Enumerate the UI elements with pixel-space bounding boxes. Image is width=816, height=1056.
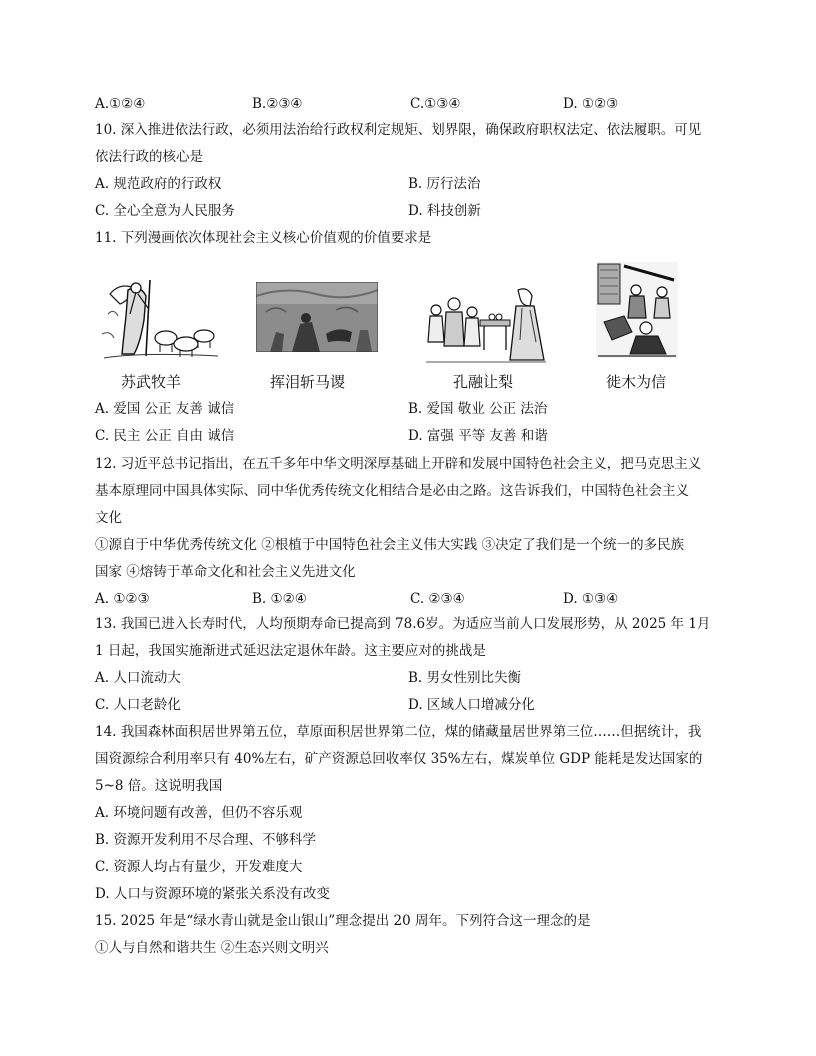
q12-items-line-1: ①源自于中华优秀传统文化 ②根植于中国特色社会主义伟大实践 ③决定了我们是一个统一的多民族 — [95, 537, 685, 553]
q13-option-a: A. 人口流动大 — [95, 670, 181, 686]
cartoon-executing-ma-su — [256, 282, 378, 352]
q14-stem-line-1: 14. 我国森林面积居世界第五位，草原面积居世界第二位，煤的储藏量居世界第三位……但据统计，我 — [95, 724, 702, 740]
q10-option-b: B. 厉行法治 — [408, 176, 481, 192]
caption-ma-su: 挥泪斩马谡 — [270, 373, 346, 391]
q12-stem-line-3: 文化 — [95, 510, 122, 526]
caption-xu-mu: 徙木为信 — [606, 373, 667, 391]
q10-stem-line-1: 10. 深入推进依法行政，必须用法治给行政权利定规矩、划界限，确保政府职权法定、依法履职。可见 — [95, 122, 702, 138]
q15-items: ①人与自然和谐共生 ②生态兴则文明兴 — [95, 940, 329, 956]
q10-option-a: A. 规范政府的行政权 — [95, 176, 222, 192]
q14-stem-line-2: 国资源综合利用率只有 40%左右，矿产资源总回收率仅 35%左右，煤炭单位 GDP 能耗是发达国家的 — [95, 751, 703, 767]
cartoon-kong-rong-pears — [424, 280, 548, 366]
q10-stem-line-2: 依法行政的核心是 — [95, 149, 203, 165]
q12-items-line-2: 国家 ④熔铸于革命文化和社会主义先进文化 — [95, 564, 356, 580]
q11-option-d: D. 富强 平等 友善 和谐 — [408, 428, 548, 444]
q13-option-c: C. 人口老龄化 — [95, 697, 181, 713]
q9-option-d: D. ①②③ — [563, 96, 619, 112]
caption-kong-rong: 孔融让梨 — [453, 373, 514, 391]
q13-option-b: B. 男女性别比失衡 — [408, 670, 522, 686]
q13-option-d: D. 区域人口增减分化 — [408, 697, 535, 713]
q11-option-b: B. 爱国 敬业 公正 法治 — [408, 401, 548, 417]
cartoon-su-wu-herding-sheep — [100, 274, 222, 360]
q14-option-b: B. 资源开发利用不尽合理、不够科学 — [95, 832, 317, 848]
q13-stem-line-1: 13. 我国已进入长寿时代，人均预期寿命已提高到 78.6岁。为适应当前人口发展形势，从 2025 年 1月 — [95, 616, 711, 632]
q13-stem-line-2: 1 日起，我国实施渐进式延迟法定退休年龄。这主要应对的挑战是 — [95, 643, 486, 659]
q10-option-d: D. 科技创新 — [408, 203, 481, 219]
q12-option-c: C. ②③④ — [410, 591, 465, 607]
q11-stem: 11. 下列漫画依次体现社会主义核心价值观的价值要求是 — [95, 230, 432, 246]
q14-option-d: D. 人口与资源环境的紧张关系没有改变 — [95, 886, 330, 902]
q11-option-c: C. 民主 公正 自由 诚信 — [95, 428, 235, 444]
q12-option-b: B. ①②④ — [252, 591, 307, 607]
q14-stem-line-3: 5~8 倍。这说明我国 — [95, 778, 223, 794]
caption-su-wu: 苏武牧羊 — [121, 373, 182, 391]
q12-option-a: A. ①②③ — [95, 591, 150, 607]
q12-stem-line-2: 基本原理同中国具体实际、同中华优秀传统文化相结合是必由之路。这告诉我们，中国特色社会主义 — [95, 483, 689, 499]
q9-option-b: B.②③④ — [252, 96, 303, 112]
q14-option-c: C. 资源人均占有量少，开发难度大 — [95, 859, 303, 875]
cartoon-moving-log-trust — [596, 262, 678, 358]
q9-option-c: C.①③④ — [410, 96, 461, 112]
q15-stem: 15. 2025 年是“绿水青山就是金山银山”理念提出 20 周年。下列符合这一理念的是 — [95, 913, 591, 929]
q12-option-d: D. ①③④ — [563, 591, 619, 607]
q11-option-a: A. 爱国 公正 友善 诚信 — [95, 401, 235, 417]
q14-option-a: A. 环境问题有改善，但仍不容乐观 — [95, 805, 303, 821]
q12-stem-line-1: 12. 习近平总书记指出，在五千多年中华文明深厚基础上开辟和发展中国特色社会主义，把马克思主义 — [95, 456, 702, 472]
q10-option-c: C. 全心全意为人民服务 — [95, 203, 235, 219]
q9-option-a: A.①②④ — [95, 96, 146, 112]
